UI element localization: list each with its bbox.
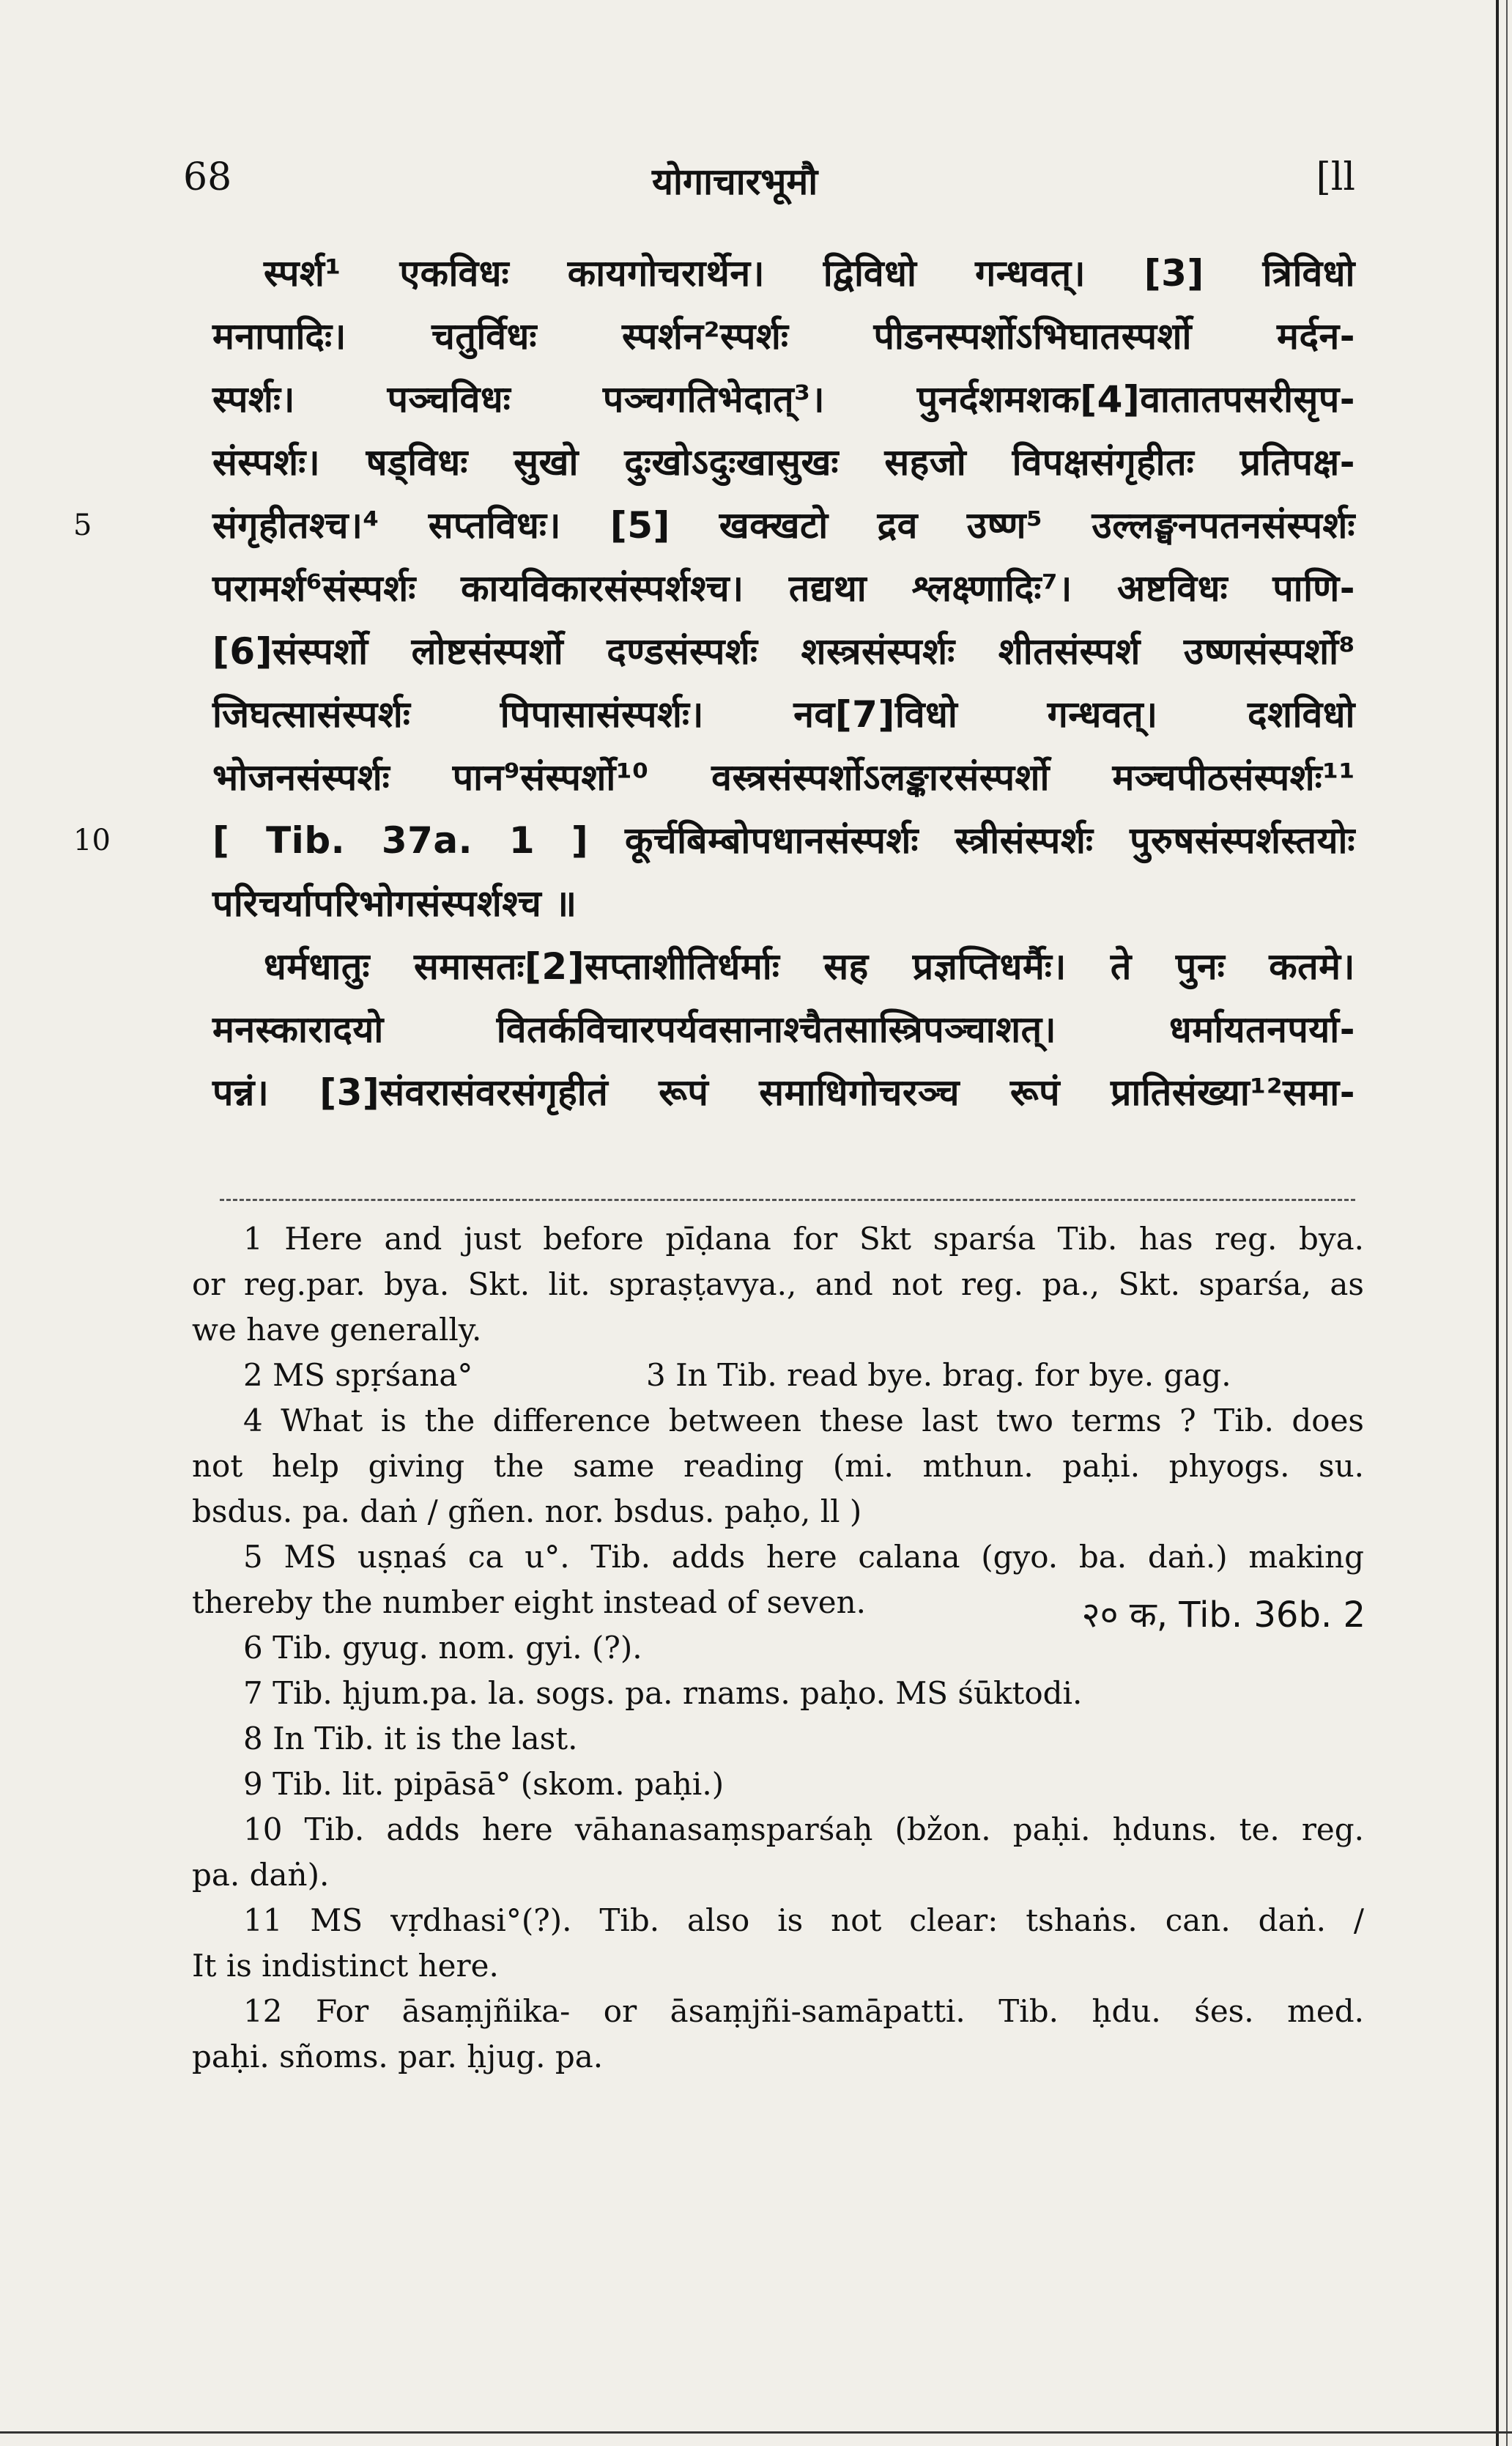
footnote-line: bsdus. pa. daṅ / gñen. nor. bsdus. paḥo, ll ) (192, 1493, 862, 1529)
footnote-line: not help giving the same reading (mi. mthun. paḥi. phyogs. su. (192, 1448, 1364, 1484)
page-number: 68 (183, 155, 232, 199)
line-number: 5 (73, 509, 92, 542)
signature-mark: २० क, Tib. 36b. 2 (1081, 1595, 1365, 1636)
footnote-line: 4 What is the difference between these last two terms ? Tib. does (243, 1403, 1364, 1438)
line-number: 10 (73, 824, 111, 857)
text-line: स्पर्शः। पञ्चविधः पञ्चगतिभेदात्³। पुनर्दशमशक[4]वातातपसरीसृप- (212, 378, 1355, 421)
text-line: जिघत्सासंस्पर्शः पिपासासंस्पर्शः। नव[7]विधो गन्धवत्। दशविधो (212, 693, 1355, 736)
footnote-line: thereby the number eight instead of seven. (192, 1584, 866, 1620)
running-title: योगाचारभूमौ (652, 160, 818, 203)
page-binding-edge (1496, 0, 1499, 2446)
footnote-line: 7 Tib. ḥjum.pa. la. sogs. pa. rnams. paḥo. MS śūktodi. (243, 1675, 1083, 1711)
footnote-line: It is indistinct here. (192, 1948, 499, 1984)
footnote-line: paḥi. sñoms. par. ḥjug. pa. (192, 2039, 604, 2074)
section-marker: [ll (1316, 155, 1355, 199)
footnote-line: 12 For āsaṃjñika- or āsaṃjñi-samāpatti. Tib. ḥdu. śes. med. (243, 1993, 1364, 2029)
text-line: [6]संस्पर्शो लोष्टसंस्पर्शो दण्डसंस्पर्शः शस्त्रसंस्पर्शः शीतसंस्पर्श उष्णसंस्पर्शो⁸ (212, 630, 1355, 673)
text-line: स्पर्श¹ एकविधः कायगोचरार्थेन। द्विविधो गन्धवत्। [3] त्रिविधो (264, 252, 1355, 295)
footnote-text: 2 MS spṛśana° (243, 1357, 473, 1393)
page-binding-edge-outer (1506, 0, 1508, 2446)
text-line: परिचर्यापरिभोगसंस्पर्शश्च ॥ (212, 882, 577, 925)
footnote-line: 1 Here and just before pīḍana for Skt sparśa Tib. has reg. bya. (243, 1221, 1364, 1257)
text-line: संगृहीतश्च।⁴ सप्तविधः। [5] खक्खटो द्रव उष्ण⁵ उल्लङ्घनपतनसंस्पर्शः (212, 504, 1355, 547)
text-line: मनापादिः। चतुर्विधः स्पर्शन²स्पर्शः पीडनस्पर्शोऽभिघातस्पर्शो मर्दन- (212, 315, 1355, 358)
footnote-line: pa. daṅ). (192, 1857, 330, 1893)
main-text (73, 242, 1355, 1124)
footnote-line: 10 Tib. adds here vāhanasaṃsparśaḥ (bžon. paḥi. ḥduns. te. reg. (243, 1811, 1364, 1847)
footnote-line: we have generally. (192, 1312, 482, 1348)
footnote-line (192, 1353, 1364, 1398)
text-line: परामर्श⁶संस्पर्शः कायविकारसंस्पर्शश्च। तद्यथा श्लक्ष्णादिः⁷। अष्टविधः पाणि- (212, 567, 1355, 610)
bottom-edge (0, 2431, 1512, 2434)
footnote-text: 3 In Tib. read bye. brag. for bye. gag. (646, 1357, 1231, 1393)
text-line: भोजनसंस्पर्शः पान⁹संस्पर्शो¹⁰ वस्त्रसंस्पर्शोऽलङ्कारसंस्पर्शो मञ्चपीठसंस्पर्शः¹¹ (212, 756, 1355, 799)
page-header (183, 155, 1355, 214)
text-line: पन्नं। [3]संवरासंवरसंगृहीतं रूपं समाधिगोचरञ्च रूपं प्रातिसंख्या¹²समा- (212, 1071, 1355, 1114)
footnote-line: 6 Tib. gyug. nom. gyi. (?). (243, 1630, 642, 1666)
footnote-line: 9 Tib. lit. pipāsā° (skom. paḥi.) (243, 1766, 724, 1802)
footnote-line: 11 MS vṛdhasi°(?). Tib. also is not clear: tshaṅs. can. daṅ. / (243, 1902, 1364, 1938)
footnote-separator (220, 1199, 1355, 1201)
footnote-line: 8 In Tib. it is the last. (243, 1721, 578, 1756)
text-line: धर्मधातुः समासतः[2]सप्ताशीतिर्धर्माः सह प्रज्ञप्तिधर्मैः। ते पुनः कतमे। (264, 945, 1355, 988)
text-line: [ Tib. 37a. 1 ] कूर्चबिम्बोपधानसंस्पर्शः स्त्रीसंस्पर्शः पुरुषसंस्पर्शस्तयोः (212, 819, 1355, 862)
text-line: संस्पर्शः। षड्विधः सुखो दुःखोऽदुःखासुखः सहजो विपक्षसंगृहीतः प्रतिपक्ष- (212, 441, 1355, 484)
text-line: मनस्कारादयो वितर्कविचारपर्यवसानाश्चैतसास्त्रिपञ्चाशत्। धर्मायतनपर्या- (212, 1008, 1355, 1051)
footnote-line: or reg.par. bya. Skt. lit. spraṣṭavya., and not reg. pa., Skt. sparśa, as (192, 1266, 1364, 1302)
footnotes (192, 1216, 1364, 2080)
footnote-line: 5 MS uṣṇaś ca u°. Tib. adds here calana (gyo. ba. daṅ.) making (243, 1539, 1364, 1575)
